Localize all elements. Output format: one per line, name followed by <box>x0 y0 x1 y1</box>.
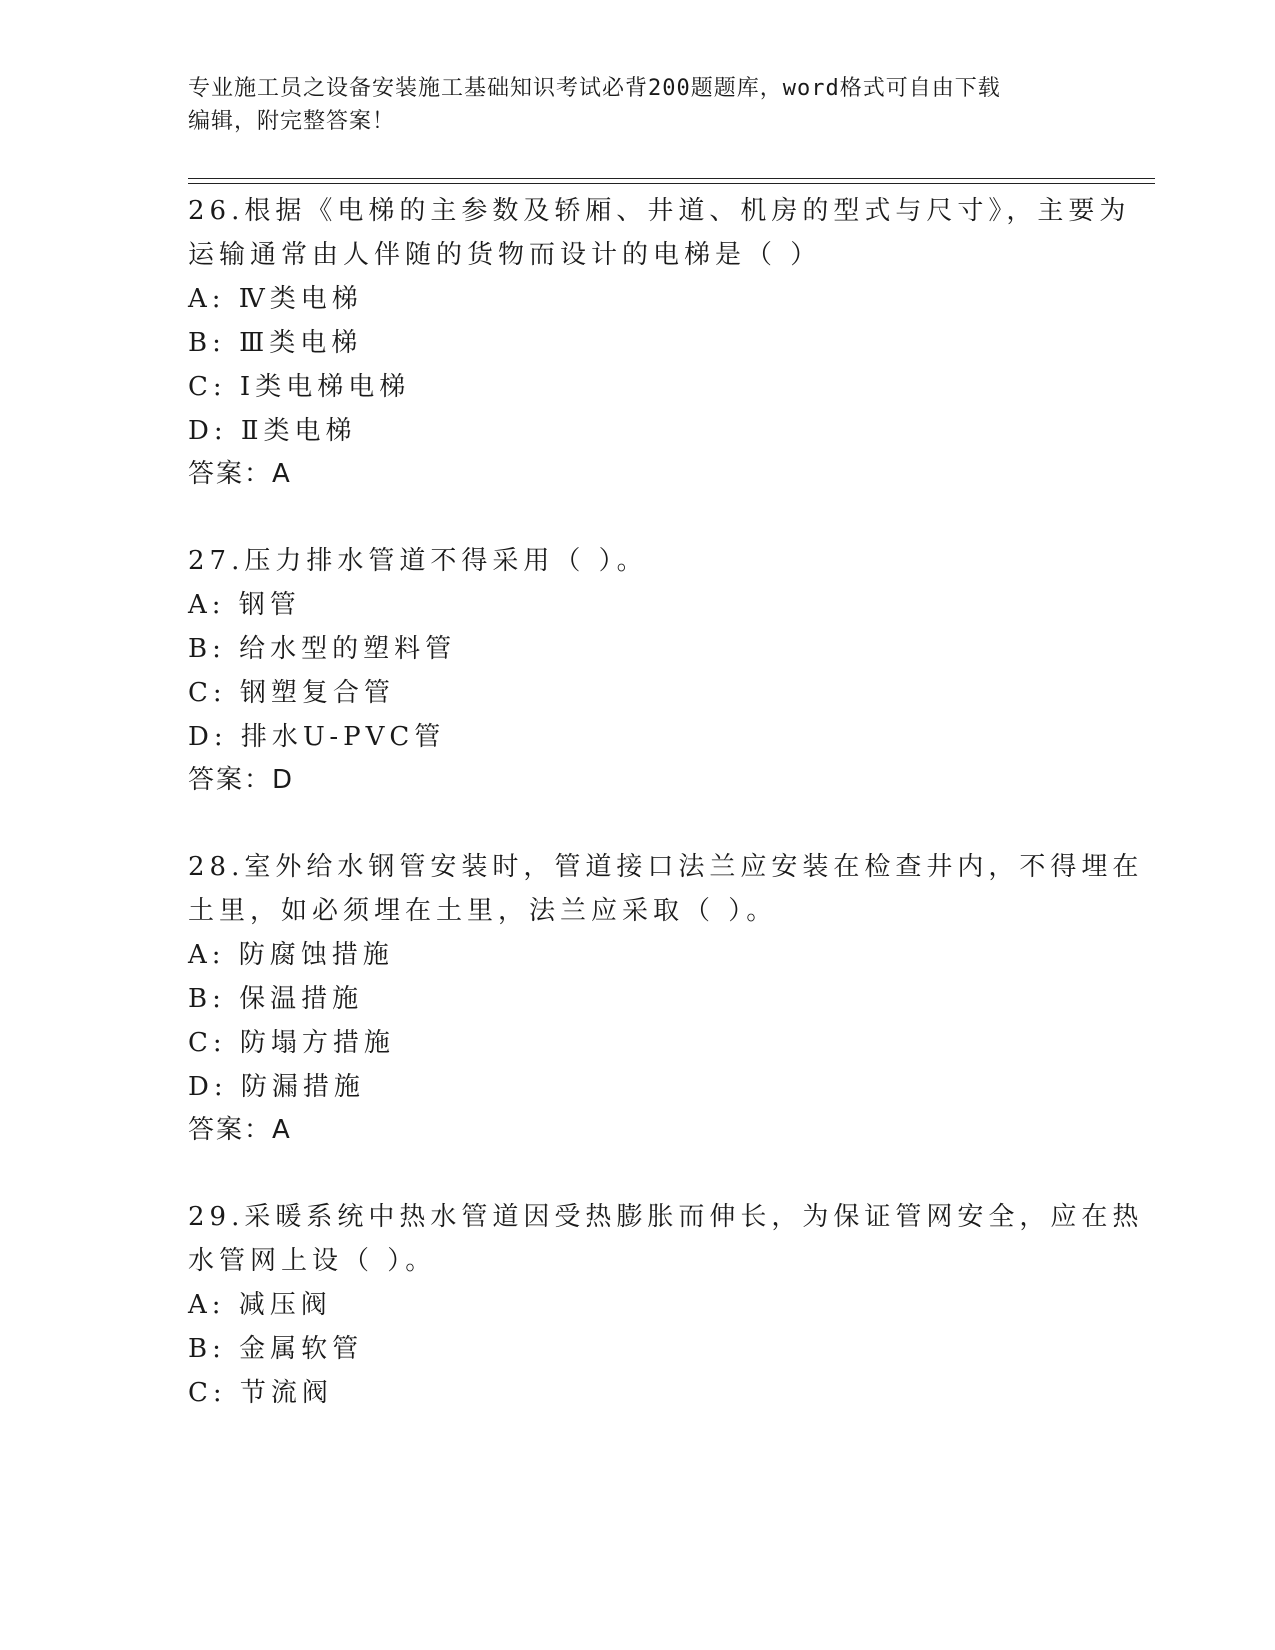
option-c: C: 钢塑复合管 <box>188 678 395 708</box>
option-b: B: 给水型的塑料管 <box>188 634 457 664</box>
question-text-line-1: 27.压力排水管道不得采用（ ）。 <box>188 546 648 576</box>
question-text-line-1: 29.采暖系统中热水管道因受热膨胀而伸长，为保证管网安全，应在热 <box>188 1202 1144 1232</box>
option-c: C: 节流阀 <box>188 1378 333 1408</box>
option-d: D: 排水U-PVC管 <box>188 722 446 752</box>
option-a: A: 减压阀 <box>188 1290 332 1320</box>
header-line-2: 编辑，附完整答案！ <box>188 109 396 134</box>
answer: 答案：A <box>188 1115 292 1145</box>
option-b: B: 保温措施 <box>188 984 364 1014</box>
option-b: B: 金属软管 <box>188 1334 364 1364</box>
question-text-line-2: 水管网上设（ ）。 <box>188 1246 437 1276</box>
option-b: B: Ⅲ类电梯 <box>188 328 363 358</box>
option-c: C: 防塌方措施 <box>188 1028 395 1058</box>
question-text-line-1: 28.室外给水钢管安装时，管道接口法兰应安装在检查井内，不得埋在 <box>188 852 1144 882</box>
header-divider-bottom <box>188 183 1155 184</box>
question-text-line-2: 运输通常由人伴随的货物而设计的电梯是（ ） <box>188 240 822 270</box>
header-line-1: 专业施工员之设备安装施工基础知识考试必背200题题库，word格式可自由下载 <box>188 76 1001 101</box>
question-text-line-1: 26.根据《电梯的主参数及轿厢、井道、机房的型式与尺寸》，主要为 <box>188 196 1131 226</box>
document-header <box>188 72 1088 138</box>
header-divider-top <box>188 178 1155 179</box>
option-c: C: Ⅰ类电梯电梯 <box>188 372 411 402</box>
question-text-line-2: 土里，如必须埋在土里，法兰应采取（ ）。 <box>188 896 778 926</box>
answer: 答案：A <box>188 459 292 489</box>
option-a: A: Ⅳ类电梯 <box>188 284 363 314</box>
option-a: A: 钢管 <box>188 590 301 620</box>
answer: 答案：D <box>188 765 295 795</box>
option-a: A: 防腐蚀措施 <box>188 940 394 970</box>
option-d: D: 防漏措施 <box>188 1072 365 1102</box>
option-d: D: Ⅱ类电梯 <box>188 416 357 446</box>
